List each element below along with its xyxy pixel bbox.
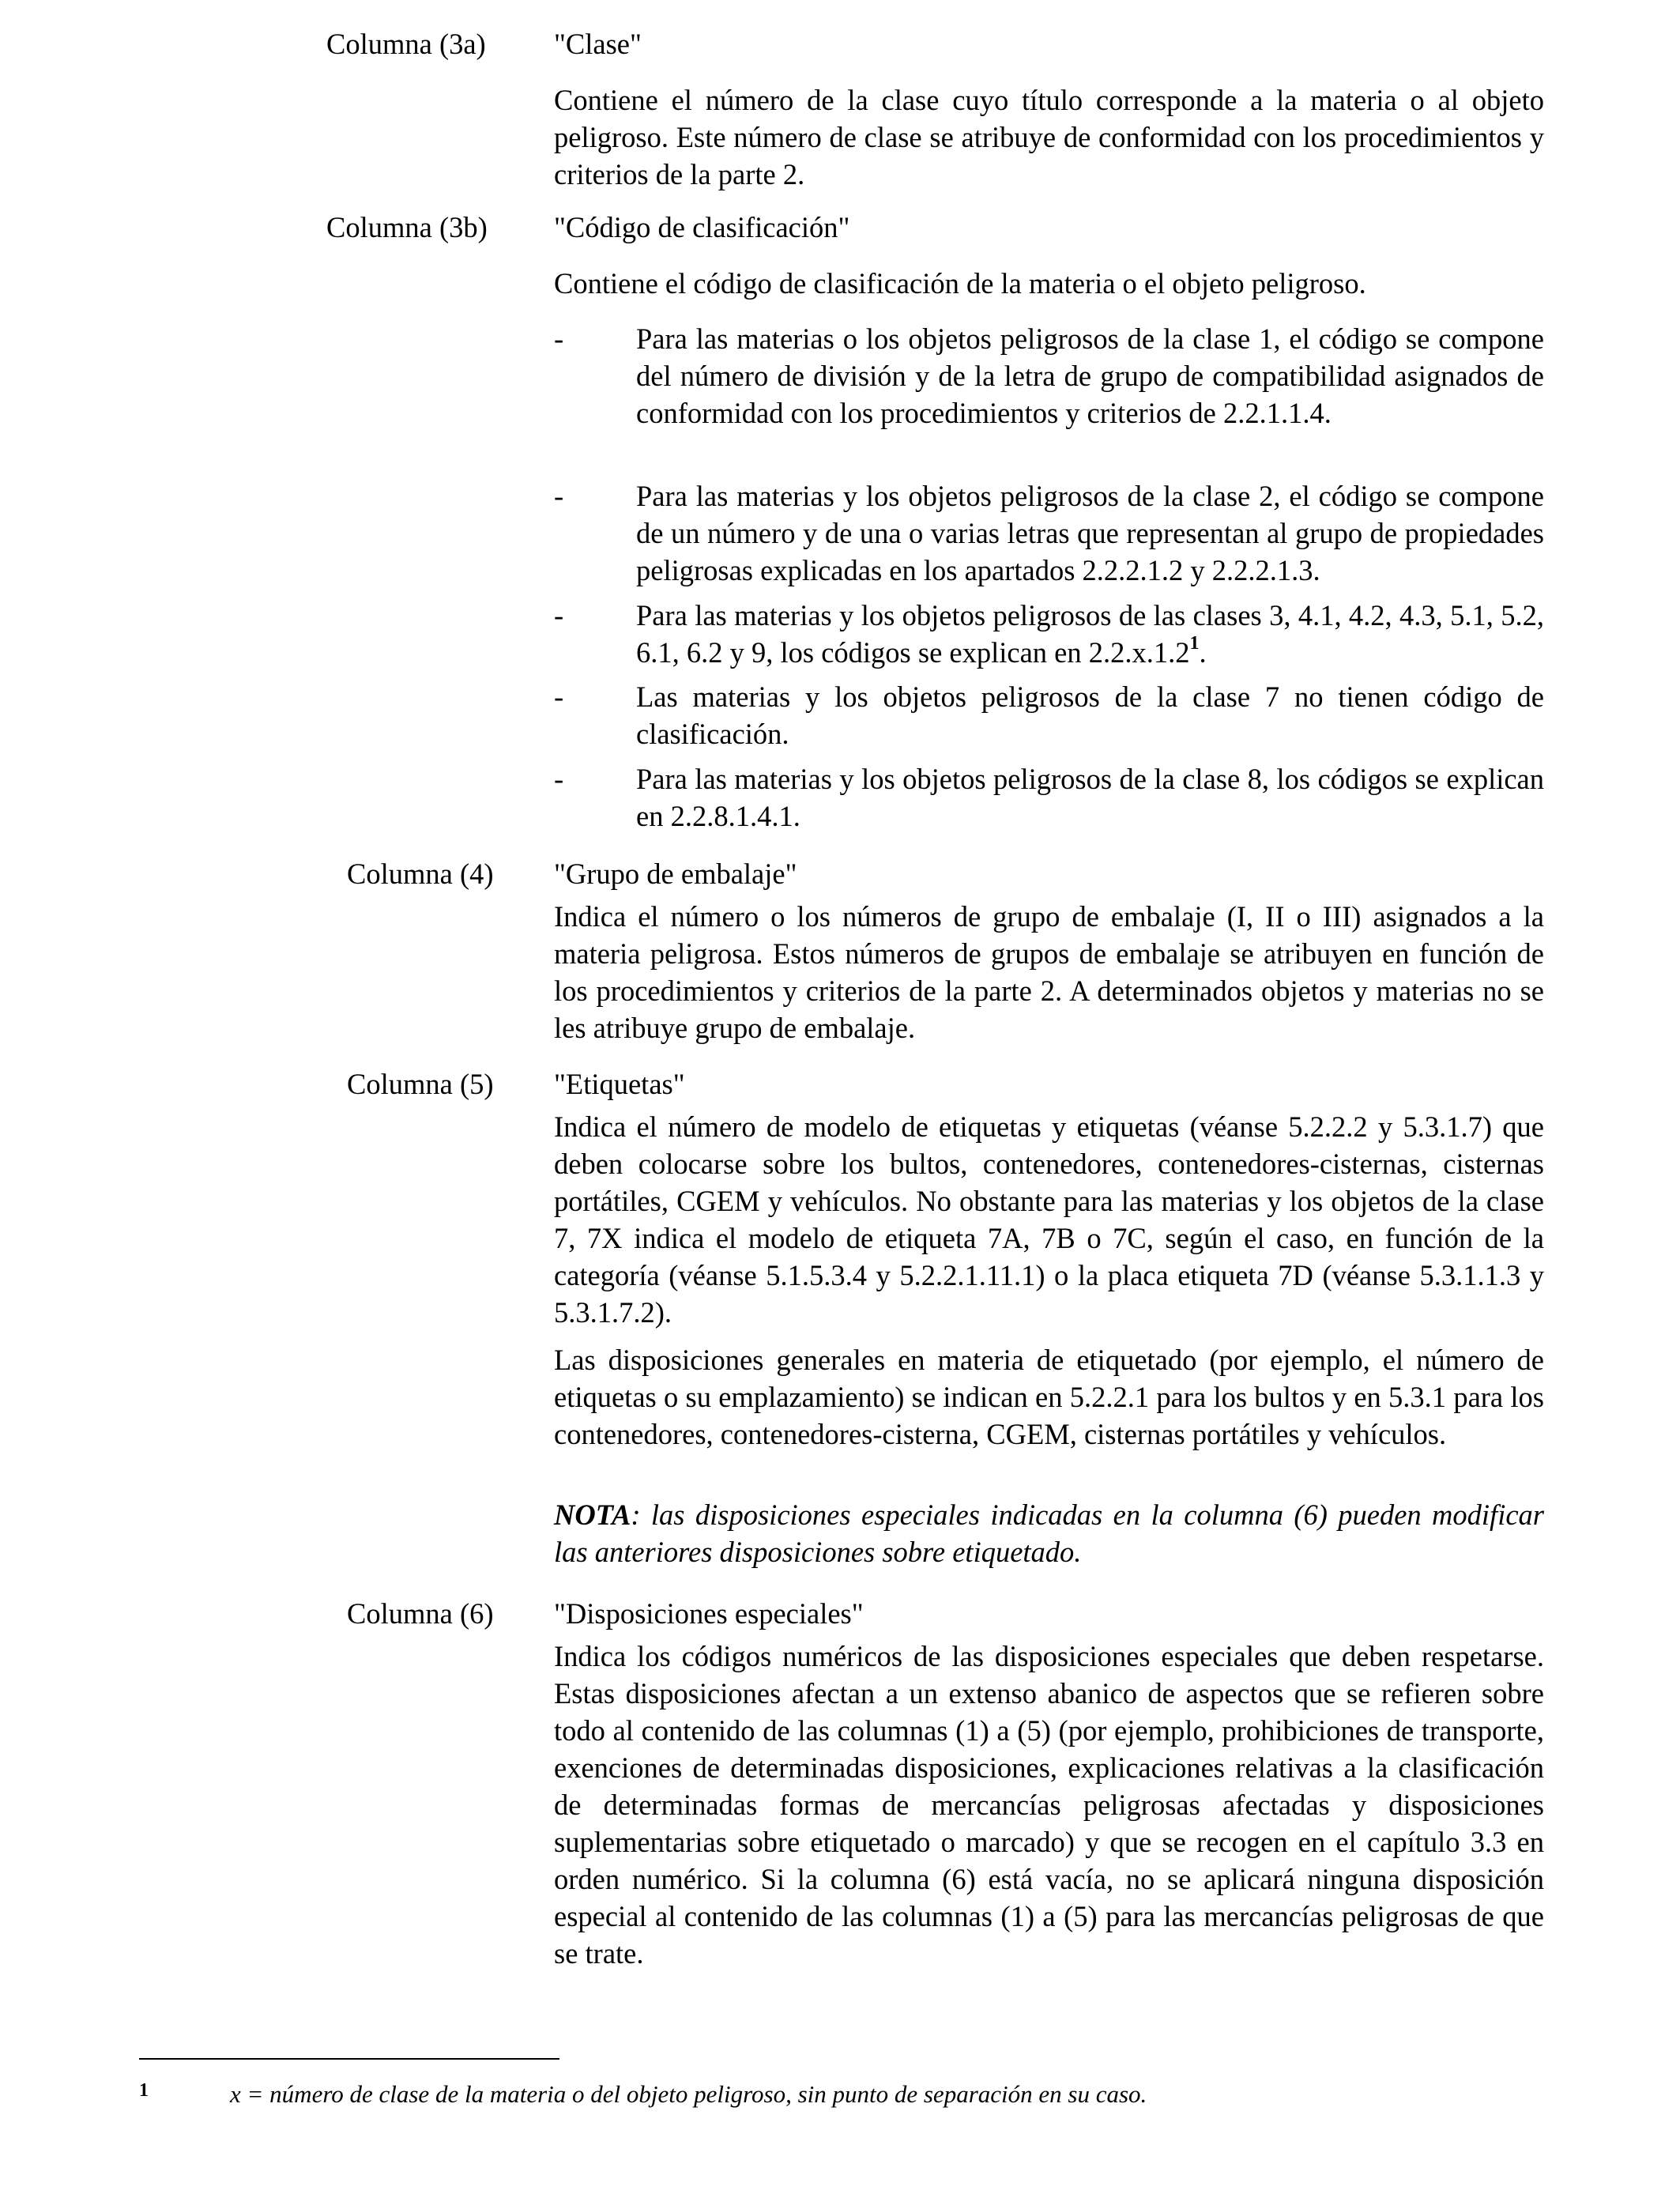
column-4-text: Indica el número o los números de grupo de embalaje (I, II o III) asignados a la materia peligrosa. Estos números de grupos de embalaje se atribuyen en función de los procedimientos y criterios de la parte 2. A determinados objetos y materias no se les atribuye grupo de embalaje. bbox=[554, 900, 1544, 1044]
list-item-end: . bbox=[1199, 636, 1207, 669]
list-dash: - bbox=[554, 763, 564, 795]
footnote-ref: 1 bbox=[1189, 632, 1200, 654]
column-5-text-2: Las disposiciones generales en materia de etiquetado (por ejemplo, el número de etiquetas o su emplazamiento) se indican en 5.2.2.1 para los bultos y en 5.3.1 para los contenedores, contenedores-cisterna, CGEM, cisternas portátiles y vehículos. bbox=[554, 1344, 1544, 1450]
footnote-separator bbox=[139, 2058, 559, 2060]
column-6-label: Columna (6) bbox=[347, 1597, 494, 1630]
note-label: NOTA bbox=[554, 1498, 631, 1531]
list-dash: - bbox=[554, 599, 564, 631]
list-dash: - bbox=[554, 480, 564, 512]
column-3b-title: "Código de clasificación" bbox=[554, 211, 850, 243]
list-item-text: Para las materias y los objetos peligrosos de la clase 2, el código se compone de un número y de una o varias letras que representan al grupo de propiedades peligrosas explicadas en los apartados 2.2.2.1.2 y 2.2.2.1.3. bbox=[636, 480, 1544, 586]
list-item-text: Para las materias y los objetos peligrosos de las clases 3, 4.1, 4.2, 4.3, 5.1, 5.2, 6.1, 6.2 y 9, los códigos se explican en 2.2.x.1.2 bbox=[636, 599, 1544, 669]
column-6-title: "Disposiciones especiales" bbox=[554, 1597, 864, 1630]
column-4-title: "Grupo de embalaje" bbox=[554, 858, 797, 890]
footnote-number: 1 bbox=[139, 2080, 149, 2101]
column-3b-label: Columna (3b) bbox=[326, 211, 488, 243]
footnote-text: x = número de clase de la materia o del objeto peligroso, sin punto de separación en su caso. bbox=[230, 2080, 1147, 2108]
list-dash: - bbox=[554, 322, 564, 355]
column-3a-title: "Clase" bbox=[554, 28, 642, 60]
list-dash: - bbox=[554, 680, 564, 713]
column-3a-text: Contiene el número de la clase cuyo título corresponde a la materia o al objeto peligroso. Este número de clase se atribuye de conformidad con los procedimientos y criterios de la parte 2. bbox=[554, 84, 1544, 190]
column-6-text: Indica los códigos numéricos de las disposiciones especiales que deben respetarse. Estas disposiciones afectan a un extenso abanico de aspectos que se refieren sobre todo al contenido de las columnas (1) a (5) (por ejemplo, prohibiciones de transporte, exenciones de determinadas disposiciones, explicaciones relativas a la clasificación de determinadas formas de mercancías peligrosas afectadas y disposiciones suplementarias sobre etiquetado o marcado) y que se recogen en el capítulo 3.3 en orden numérico. Si la columna (6) está vacía, no se aplicará ninguna disposición especial al contenido de las columnas (1) a (5) para las mercancías peligrosas de que se trate. bbox=[554, 1640, 1544, 1970]
column-5-title: "Etiquetas" bbox=[554, 1068, 685, 1100]
list-item-text: Para las materias o los objetos peligrosos de la clase 1, el código se compone del número de división y de la letra de grupo de compatibilidad asignados de conformidad con los procedimientos y criterios de 2.2.1.1.4. bbox=[636, 322, 1544, 429]
list-item-text-container bbox=[636, 597, 1544, 671]
column-3a-label: Columna (3a) bbox=[326, 28, 486, 60]
list-item-text: Para las materias y los objetos peligrosos de la clase 8, los códigos se explican en 2.2.8.1.4.1. bbox=[636, 763, 1544, 832]
note-text: : las disposiciones especiales indicadas en la columna (6) pueden modificar las anteriores disposiciones sobre etiquetado. bbox=[554, 1498, 1544, 1568]
column-5-text-1: Indica el número de modelo de etiquetas y etiquetas (véanse 5.2.2.2 y 5.3.1.7) que deben colocarse sobre los bultos, contenedores, contenedores-cisternas, cisternas portátiles, CGEM y vehículos. No obstante para las materias y los objetos de la clase 7, 7X indica el modelo de etiqueta 7A, 7B o 7C, según el caso, en función de la categoría (véanse 5.1.5.3.4 y 5.2.2.1.11.1) o la placa etiqueta 7D (véanse 5.3.1.1.3 y 5.3.1.7.2). bbox=[554, 1110, 1544, 1329]
list-item-text: Las materias y los objetos peligrosos de la clase 7 no tienen código de clasificación. bbox=[636, 680, 1544, 750]
column-5-label: Columna (5) bbox=[347, 1068, 494, 1100]
column-5-note bbox=[554, 1496, 1544, 1570]
column-3b-text: Contiene el código de clasificación de la materia o el objeto peligroso. bbox=[554, 267, 1366, 300]
column-4-label: Columna (4) bbox=[347, 858, 494, 890]
